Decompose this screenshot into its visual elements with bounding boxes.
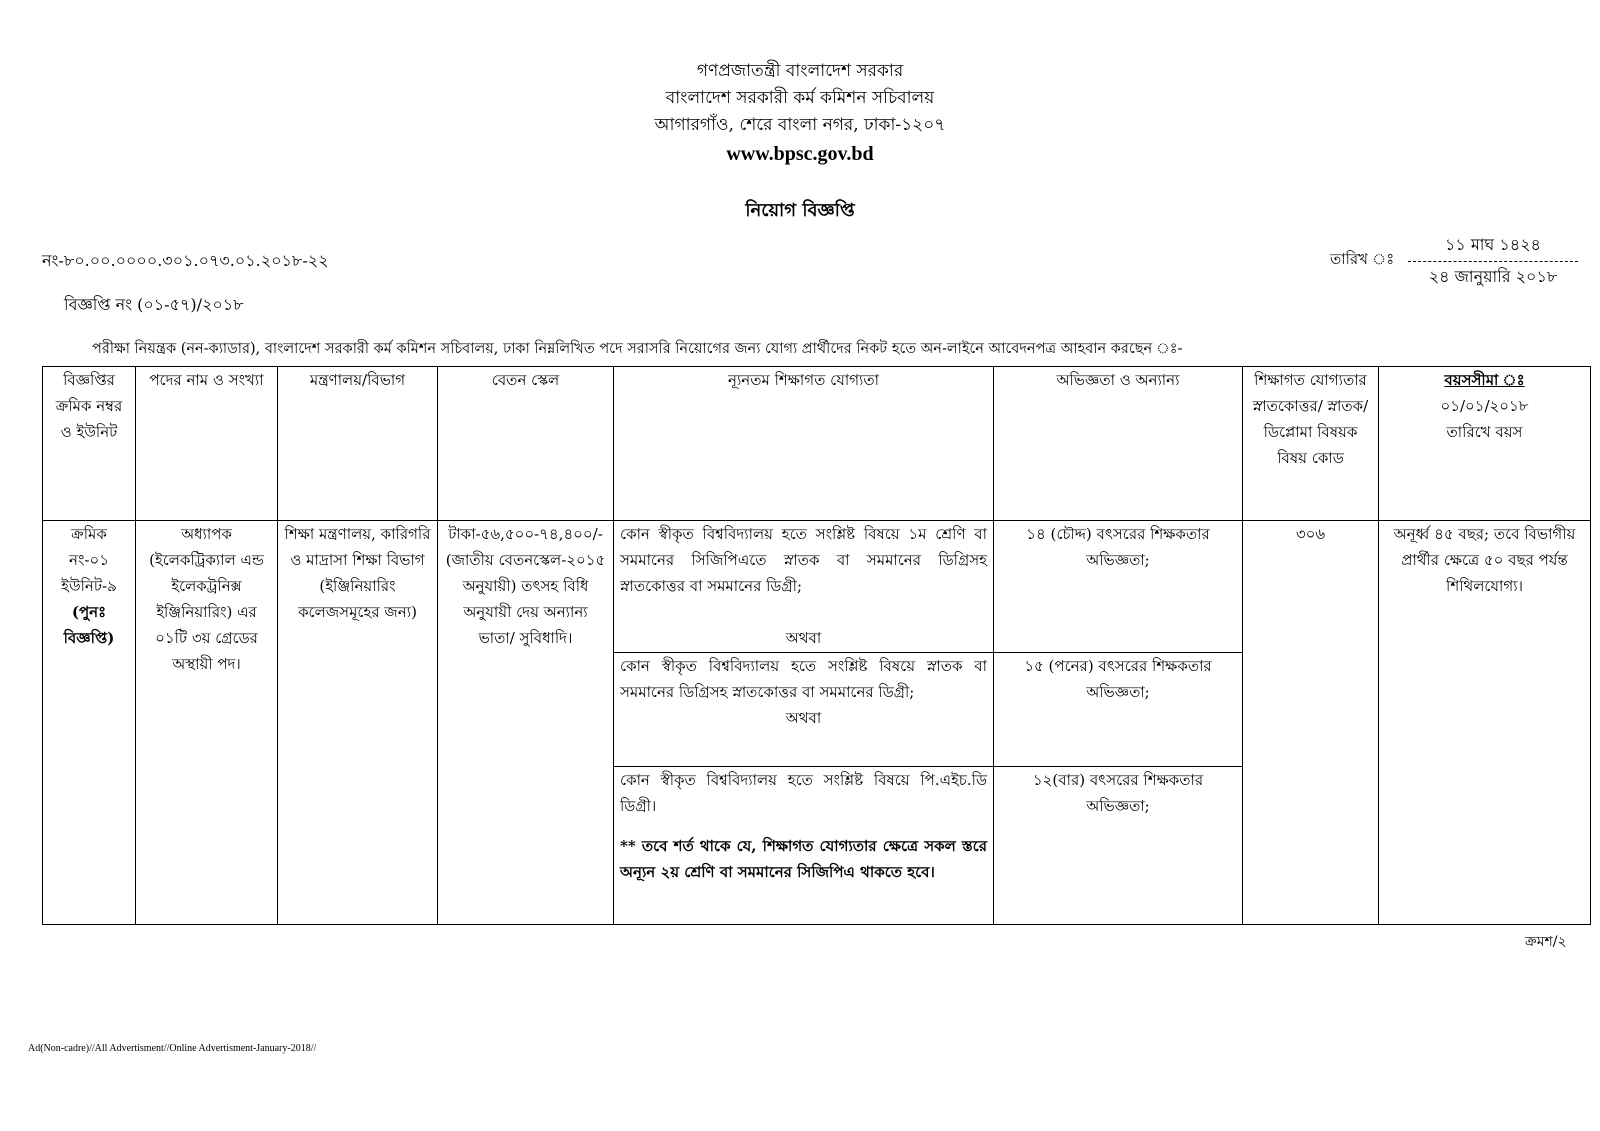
letterhead [0,58,1600,169]
education-option-3: কোন স্বীকৃত বিশ্ববিদ্যালয় হতে সংশ্লিষ্ট বিষয়ে পি.এইচ.ডি ডিগ্রী। [620,771,987,815]
header-website: www.bpsc.gov.bd [726,143,874,165]
serial-line-2: নং-০১ [69,551,109,569]
serial-line-3: ইউনিট-৯ [61,577,117,595]
date-block [1408,232,1578,291]
col-header-ministry: মন্ত্রণালয়/বিভাগ [278,367,438,521]
col-header-post: পদের নাম ও সংখ্যা [136,367,278,521]
age-header-date: ০১/০১/২০১৮ [1440,397,1529,415]
cell-code: ৩০৬ [1243,521,1379,925]
col-header-pay: বেতন স্কেল [438,367,614,521]
vacancy-table [42,366,1591,925]
col-header-code: শিক্ষাগত যোগ্যতার স্নাতকোত্তর/ স্নাতক/ ডিপ্লোমা বিষয়ক বিষয় কোড [1243,367,1379,521]
header-address: আগারগাঁও, শেরে বাংলা নগর, ঢাকা-১২০৭ [654,115,946,135]
cell-post: অধ্যাপক (ইলেকট্রিক্যাল এন্ড ইলেকট্রনিক্স ইঞ্জিনিয়ারিং) এর ০১টি ৩য় গ্রেডের অস্থায়ী পদ। [136,521,278,925]
serial-line-5: বিজ্ঞপ্তি) [63,629,115,647]
education-or-1: অথবা [785,629,822,647]
cell-education-3 [614,767,994,925]
table-header-row [43,367,1591,521]
cell-experience-1: ১৪ (চৌদ্দ) বৎসরের শিক্ষকতার অভিজ্ঞতা; [994,521,1243,653]
cell-pay: টাকা-৫৬,৫০০-৭৪,৪০০/-(জাতীয় বেতনস্কেল-২০১৫ অনুযায়ী) তৎসহ বিধি অনুযায়ী দেয় অন্যান্য ভাতা/ সুবিধাদি। [438,521,614,925]
age-header-suffix: তারিখে বয়স [1446,423,1523,441]
col-header-experience: অভিজ্ঞতা ও অন্যান্য [994,367,1243,521]
header-government: গণপ্রজাতন্ত্রী বাংলাদেশ সরকার [696,61,904,81]
advertisement-number: বিজ্ঞপ্তি নং (০১-৫৭)/২০১৮ [64,295,244,314]
cell-experience-3: ১২(বার) বৎসরের শিক্ষকতার অভিজ্ঞতা; [994,767,1243,925]
cell-serial [43,521,136,925]
cell-education-1 [614,521,994,653]
table-row [43,521,1591,653]
education-or-2: অথবা [785,709,822,727]
continued-marker: ক্রমশ/২ [1525,934,1567,950]
col-header-education: ন্যূনতম শিক্ষাগত যোগ্যতা [614,367,994,521]
age-header-title: বয়সসীমা ঃ [1444,371,1525,389]
cell-education-2 [614,653,994,767]
date-gregorian: ২৪ জানুয়ারি ২০১৮ [1428,267,1558,286]
header-commission: বাংলাদেশ সরকারী কর্ম কমিশন সচিবালয় [665,88,935,108]
intro-paragraph: পরীক্ষা নিয়ন্ত্রক (নন-ক্যাডার), বাংলাদেশ সরকারী কর্ম কমিশন সচিবালয়, ঢাকা নিম্নলিখিত পদে সরাসরি নিয়োগের জন্য যোগ্য প্রার্থীদের নিকট হতে অন-লাইনে আবেদনপত্র আহবান করছেন ঃ- [92,341,1183,357]
date-bangla: ১১ মাঘ ১৪২৪ [1408,232,1578,262]
cell-experience-2: ১৫ (পনের) বৎসরের শিক্ষকতার অভিজ্ঞতা; [994,653,1243,767]
education-note: ** তবে শর্ত থাকে যে, শিক্ষাগত যোগ্যতার ক্ষেত্রে সকল স্তরে অন্যূন ২য় শ্রেণি বা সমমানের সিজিপিএ থাকতে হবে। [620,837,987,881]
notice-title: নিয়োগ বিজ্ঞপ্তি [745,200,855,221]
education-option-2: কোন স্বীকৃত বিশ্ববিদ্যালয় হতে সংশ্লিষ্ট বিষয়ে স্নাতক বা সমমানের ডিগ্রিসহ স্নাতকোত্তর বা সমমানের ডিগ্রী; [620,657,987,701]
date-label: তারিখ ঃ [1330,250,1395,268]
education-option-1: কোন স্বীকৃত বিশ্ববিদ্যালয় হতে সংশ্লিষ্ট বিষয়ে ১ম শ্রেণি বা সমমানের সিজিপিএতে স্নাতক বা সমমানের ডিগ্রিসহ স্নাতকোত্তর বা সমমানের ডিগ্রী; [620,525,987,595]
footer-path: Ad(Non-cadre)//All Advertisment//Online Advertisment-January-2018// [28,1043,317,1054]
serial-line-4: (পুনঃ [71,603,107,621]
col-header-serial: বিজ্ঞপ্তির ক্রমিক নম্বর ও ইউনিট [43,367,136,521]
serial-line-1: ক্রমিক [71,525,107,543]
cell-age: অনূর্ধ্ব ৪৫ বছর; তবে বিভাগীয় প্রার্থীর ক্ষেত্রে ৫০ বছর পর্যন্ত শিথিলযোগ্য। [1379,521,1591,925]
col-header-age [1379,367,1591,521]
cell-ministry: শিক্ষা মন্ত্রণালয়, কারিগরি ও মাদ্রাসা শিক্ষা বিভাগ (ইঞ্জিনিয়ারিং কলেজসমূহের জন্য) [278,521,438,925]
memo-number: নং-৮০.০০.০০০০.৩০১.০৭৩.০১.২০১৮-২২ [42,251,329,270]
